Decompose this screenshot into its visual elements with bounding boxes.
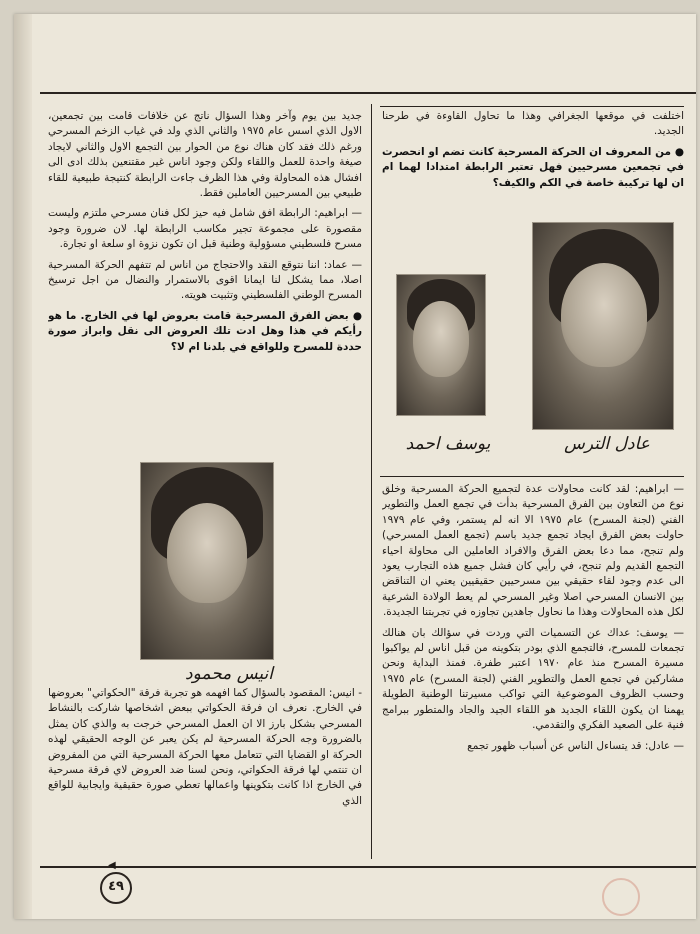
question: ● من المعروف ان الحركة المسرحية كانت تضم او انحصرت في تجمعين مسرحيين فهل تعتبر الرابطة امتدادا لهما ام ان لها تركيبة خاصة في الكم والكيف؟: [382, 145, 684, 189]
face: [413, 301, 469, 377]
photo-yousef: [396, 274, 486, 416]
bottom-rule: [40, 866, 696, 868]
left-column-top: [48, 109, 362, 459]
continue-arrow-icon: ◀: [108, 860, 116, 871]
magazine-page: [14, 14, 696, 919]
photo-divider: [380, 476, 684, 477]
right-column-body: [382, 482, 684, 860]
photo-adel: [532, 222, 674, 430]
library-stamp-icon: [602, 878, 640, 916]
face: [561, 263, 647, 367]
caption-yousef: يوسف احمد: [405, 434, 491, 454]
paragraph-adel: — عادل: قد يتساءل الناس عن أسباب ظهور تجمع: [467, 739, 684, 752]
face: [167, 503, 247, 603]
top-right-divider: [380, 106, 684, 107]
top-rule: [40, 92, 696, 94]
paragraph-ibrahim: — ابراهيم: الرابطة افق شامل فيه حيز لكل فنان مسرحي ملتزم وليست مقصورة على مجموعة تجير مكاسب الرابطة لها. لان ضرورة وجود مسرح فلسطيني مسؤولية وطنية قبل ان تكون نزوة او سلعة او تجارة.: [48, 207, 362, 251]
paragraph-anis: - انيس: المقصود بالسؤال كما افهمه هو تجربة فرقة "الحكواتي" بعروضها في الخارج. نعرف ان فرقة الحكواتي ببعض اشخاصها شاركت بالنشاط المسرحي بشكل بارز الا ان العمل المسرحي خرجت به والذي كان يمثل بالضرورة وجه الحركة المسرحية لم يكن يعبر عن الوجه الحقيقي لهذه الحركة او القضايا التي تتعامل معها الحركة المسرحية التي من المفروض ان تنتمي لها فرقة الحكواتي، ونحن لسنا ضد العروض لاي فرقة مسرحية في الخارج اذا كانت بتكوينها واعمالها تعطي صورة حقيقية وايجابية للواقع الذي: [48, 687, 362, 807]
binding-edge: [14, 14, 32, 919]
caption-anis: انيس محمود: [185, 664, 273, 684]
question: ● بعض الفرق المسرحية قامت بعروض لها في الخارج. ما هو رأيكم في هذا وهل ادت تلك العروض الى نقل وابراز صورة حددة للمسرح وللواقع في بلدنا ام لا؟: [48, 309, 362, 353]
paragraph: اختلفت في موقعها الجغرافي وهذا ما تحاول القاوءة في طرحنا الجديد.: [382, 110, 684, 138]
page-number: ٤٩: [100, 872, 132, 904]
paragraph: جديد بين يوم وآخر وهذا السؤال ناتج عن خلافات قامت بين تجمعين، الاول الذي اسس عام ١٩٧٥ والثاني الذي ولد في غياب الزخم المسرحي ورغم ذلك فقد كان هناك نوع من الحوار بين التجمع الاول والثاني لايجاد صيغة واحدة للعمل واللقاء ولكن وجود اناس غير مقتنعين بذلك ادى الى افشال هذه المحاولة وفي هذا الظرف جاءت الرابطة كنتيجة طبيعية للقاء طبيعي بين المسرحيين العاملين فقط.: [48, 110, 362, 200]
column-divider: [371, 104, 372, 859]
paragraph-yousef: — يوسف: عداك عن التسميات التي وردت في سؤالك بان هنالك تجمعات للمسرح، فالتجمع الذي بودر بتكوينه من قبل اناس لم يواكبوا مسيرة المسرح منذ عام ١٩٧٠ اعتبر طفرة. فمنذ البداية ونحن مشاركين في تجمع العمل والتطوير الفني (لجنة المسرح) عام ١٩٧٥ وحسب الظروف الموضوعية التي تواكب مسيرتنا الوطنية الطويلة يهمنا ان يكون اللقاء الجديد هو اللقاء الجيد والجاد والمتطور ببرامج فنية على الصعيد الفكري والتقدمي.: [382, 626, 684, 732]
right-column-top: [382, 109, 684, 219]
caption-adel: عادل الترس: [564, 434, 650, 454]
paragraph-ibrahim: — ابراهيم: لقد كانت محاولات عدة لتجميع الحركة المسرحية وخلق نوع من التعاون بين الفرق المسرحية بدأت في تجمع العمل والتطوير الفني (لجنة المسرح) عام ١٩٧٥ الا انه لم يستمر، وفي عام ١٩٧٩ حاولت بعض الفرق ايجاد تجمع جديد باسم (تجمع العمل المسرحي) ولم تنجح، مما دعا بعض الفرق والافراد العاملين الى محاولة احياء التجمع القديم ولم تنجح، في رأيي كان فشل جميع هذه التجارب يعود الى عدم وجود لقاء حقيقي بين مسرحيين حقيقيين يعني ان التناقض بين الانسان المسرحي اصلا وغير المسرحي لم يعط الولادة الشرعية لكل هذه المحاولات وهذا ما نحاول جاهدين تجاوزه في تجربتنا الجديدة.: [382, 483, 684, 619]
left-column-bottom: [48, 686, 362, 858]
paragraph-emad: — عماد: اننا نتوقع النقد والاحتجاج من اناس لم تتفهم الحركة المسرحية اصلا، مما يشكل لنا ايمانا اقوى بالاستمرار والنضال من اجل ترسيخ المسرح الوطني الفلسطيني وتثبيت هويته.: [48, 258, 362, 302]
photo-anis: [140, 462, 274, 660]
